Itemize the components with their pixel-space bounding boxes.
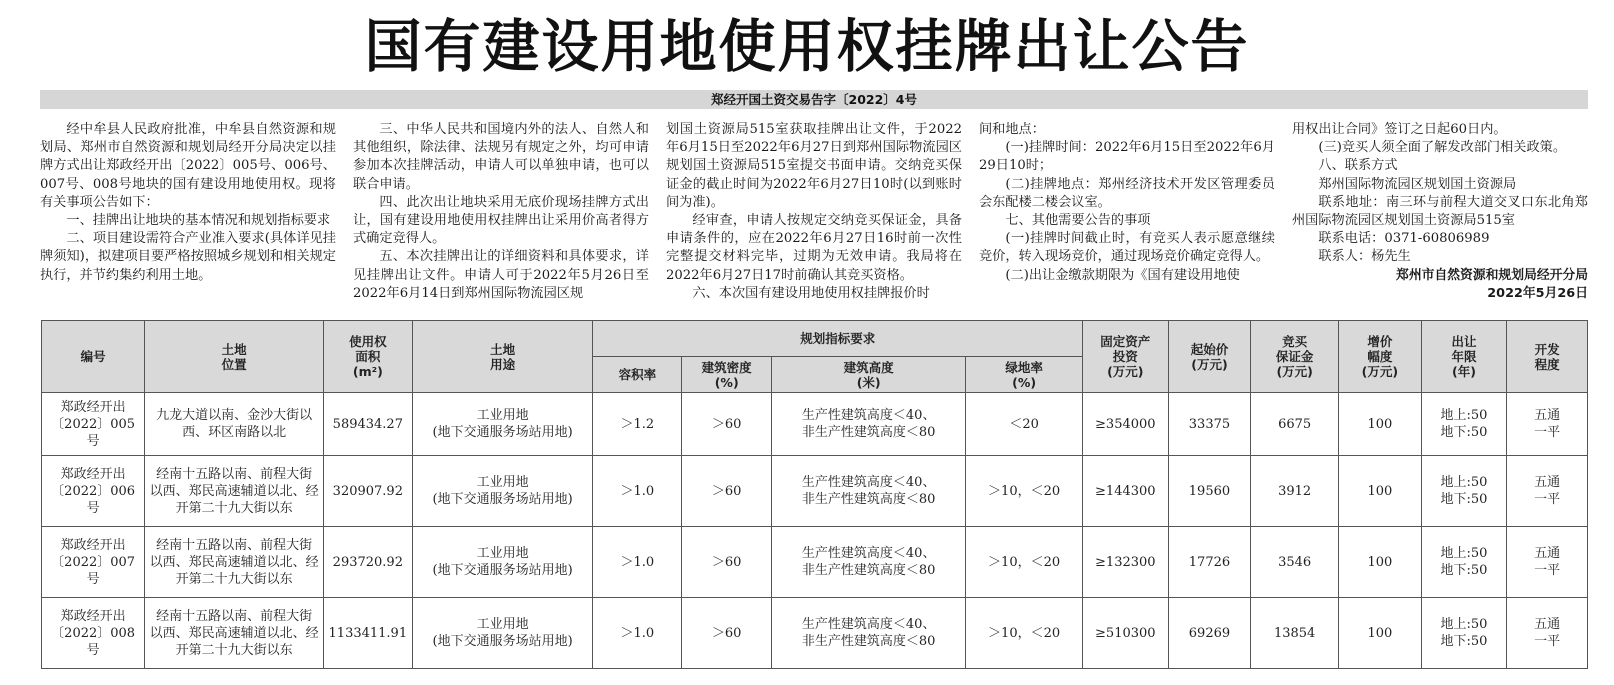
header-far: 容积率 xyxy=(593,357,682,393)
cell-dev: 五通 一平 xyxy=(1507,456,1588,527)
header-green: 绿地率 (%) xyxy=(966,357,1083,393)
announcement-body xyxy=(40,121,1588,311)
paragraph: 联系电话：0371-60806989 xyxy=(1318,231,1490,247)
paragraph: (二)出让金缴款期限为《国有建设用地使 xyxy=(1005,267,1240,283)
land-parcel-table-wrapper xyxy=(41,320,1588,669)
header-invest: 固定资产 投资 (万元) xyxy=(1082,321,1168,393)
header-no: 编号 xyxy=(42,321,145,393)
header-planning: 规划指标要求 xyxy=(593,321,1083,357)
header-increment: 增价 幅度 (万元) xyxy=(1339,321,1422,393)
paragraph: 一、挂牌出让地块的基本情况和规划指标要求 xyxy=(66,213,331,229)
cell-far: ＞1.0 xyxy=(593,598,682,669)
paragraph: 郑州国际物流园区规划国土资源局 xyxy=(1318,176,1517,192)
cell-use: 工业用地 (地下交通服务场站用地) xyxy=(412,598,593,669)
body-column-1 xyxy=(40,121,336,311)
cell-increment: 100 xyxy=(1339,393,1422,456)
paragraph: 划国土资源局515室获取挂牌出让文件，于2022年6月15日至2022年6月27日到郑州国际物流园区规划国土资源局515室提交书面申请。交纳竞买保证金的截止时间为2022年6月27日10时(以到账时间为准)。 xyxy=(666,122,962,210)
body-column-2 xyxy=(353,121,649,311)
land-parcel-table xyxy=(41,320,1588,669)
cell-height: 生产性建筑高度＜40、 非生产性建筑高度＜80 xyxy=(772,527,966,598)
paragraph: (三)竞买人须全面了解发改部门相关政策。 xyxy=(1318,140,1567,156)
cell-dev: 五通 一平 xyxy=(1507,598,1588,669)
cell-dev: 五通 一平 xyxy=(1507,527,1588,598)
cell-invest: ≥510300 xyxy=(1082,598,1168,669)
paragraph: 三、中华人民共和国境内外的法人、自然人和其他组织，除法律、法规另有规定之外，均可申请参加本次挂牌活动，申请人可以单独申请，也可以联合申请。 xyxy=(353,122,649,192)
document-number: 郑经开国土资交易告字〔2022〕4号 xyxy=(40,90,1588,109)
cell-term: 地上:50 地下:50 xyxy=(1421,598,1507,669)
cell-invest: ≥132300 xyxy=(1082,527,1168,598)
cell-far: ＞1.0 xyxy=(593,456,682,527)
header-height: 建筑高度 (米) xyxy=(772,357,966,393)
signature-org: 郑州市自然资源和规划局经开分局 xyxy=(1396,267,1588,283)
body-column-5 xyxy=(1292,121,1588,311)
header-use: 土地 用途 xyxy=(412,321,593,393)
cell-location: 经南十五路以南、前程大街 以西、郑民高速辅道以北、经 开第二十九大街以东 xyxy=(145,527,324,598)
paragraph: 七、其他需要公告的事项 xyxy=(1005,213,1151,229)
cell-green: ＞10，＜20 xyxy=(966,456,1083,527)
cell-term: 地上:50 地下:50 xyxy=(1421,393,1507,456)
cell-deposit: 13854 xyxy=(1251,598,1339,669)
body-column-3 xyxy=(666,121,962,311)
header-density: 建筑密度 (%) xyxy=(682,357,772,393)
cell-height: 生产性建筑高度＜40、 非生产性建筑高度＜80 xyxy=(772,456,966,527)
cell-far: ＞1.0 xyxy=(593,527,682,598)
cell-density: ＞60 xyxy=(682,393,772,456)
paragraph: (一)挂牌时间：2022年6月15日至2022年6月29日10时； xyxy=(979,140,1275,174)
paragraph: 经审查，申请人按规定交纳竞买保证金，具备申请条件的，应在2022年6月27日16时前一次性完整提交材料完毕，过期为无效申请。我局将在2022年6月27日17时前确认其竞买资格。 xyxy=(666,213,962,283)
header-location: 土地 位置 xyxy=(145,321,324,393)
cell-term: 地上:50 地下:50 xyxy=(1421,456,1507,527)
table-row xyxy=(42,393,1588,456)
cell-start-price: 17726 xyxy=(1168,527,1251,598)
cell-deposit: 6675 xyxy=(1251,393,1339,456)
cell-term: 地上:50 地下:50 xyxy=(1421,527,1507,598)
cell-increment: 100 xyxy=(1339,527,1422,598)
cell-invest: ≥144300 xyxy=(1082,456,1168,527)
paragraph: 经中牟县人民政府批准，中牟县自然资源和规划局、郑州市自然资源和规划局经开分局决定以挂牌方式出让郑政经开出〔2022〕005号、006号、007号、008号地块的国有建设用地使用权。现将有关事项公告如下： xyxy=(40,122,336,210)
paragraph: 六、本次国有建设用地使用权挂牌报价时 xyxy=(692,285,930,301)
table-row xyxy=(42,527,1588,598)
cell-green: ＜20 xyxy=(966,393,1083,456)
table-row xyxy=(42,598,1588,669)
paragraph: 五、本次挂牌出让的详细资料和具体要求，详见挂牌出让文件。申请人可于2022年5月26日至2022年6月14日到郑州国际物流园区规 xyxy=(353,249,649,301)
paragraph: 四、此次出让地块采用无底价现场挂牌方式出让，国有建设用地使用权挂牌出让采用价高者得方式确定竞得人。 xyxy=(353,194,649,247)
cell-no: 郑政经开出 〔2022〕006号 xyxy=(42,456,145,527)
cell-height: 生产性建筑高度＜40、 非生产性建筑高度＜80 xyxy=(772,598,966,669)
cell-location: 经南十五路以南、前程大街 以西、郑民高速辅道以北、经 开第二十九大街以东 xyxy=(145,598,324,669)
cell-increment: 100 xyxy=(1339,456,1422,527)
cell-area: 320907.92 xyxy=(323,456,412,527)
cell-no: 郑政经开出 〔2022〕005号 xyxy=(42,393,145,456)
header-dev: 开发 程度 xyxy=(1507,321,1588,393)
paragraph: 联系地址：南三环与前程大道交叉口东北角郑州国际物流园区规划国土资源局515室 xyxy=(1292,194,1588,229)
cell-start-price: 19560 xyxy=(1168,456,1251,527)
header-term: 出让 年限 (年) xyxy=(1421,321,1507,393)
cell-dev: 五通 一平 xyxy=(1507,393,1588,456)
cell-location: 九龙大道以南、金沙大街以 西、环区南路以北 xyxy=(145,393,324,456)
table-row xyxy=(42,456,1588,527)
cell-deposit: 3546 xyxy=(1251,527,1339,598)
cell-use: 工业用地 (地下交通服务场站用地) xyxy=(412,527,593,598)
cell-start-price: 33375 xyxy=(1168,393,1251,456)
cell-height: 生产性建筑高度＜40、 非生产性建筑高度＜80 xyxy=(772,393,966,456)
paragraph: 联系人：杨先生 xyxy=(1318,249,1411,265)
header-start-price: 起始价 (万元) xyxy=(1168,321,1251,393)
cell-use: 工业用地 (地下交通服务场站用地) xyxy=(412,456,593,527)
paragraph: (二)挂牌地点：郑州经济技术开发区管理委员会东配楼二楼会议室。 xyxy=(979,176,1275,210)
cell-start-price: 69269 xyxy=(1168,598,1251,669)
cell-far: ＞1.2 xyxy=(593,393,682,456)
cell-location: 经南十五路以南、前程大街 以西、郑民高速辅道以北、经 开第二十九大街以东 xyxy=(145,456,324,527)
cell-density: ＞60 xyxy=(682,456,772,527)
page-title: 国有建设用地使用权挂牌出让公告 xyxy=(364,14,1250,80)
body-column-4 xyxy=(979,121,1275,311)
cell-increment: 100 xyxy=(1339,598,1422,669)
cell-density: ＞60 xyxy=(682,527,772,598)
paragraph: 间和地点： xyxy=(979,122,1045,137)
cell-use: 工业用地 (地下交通服务场站用地) xyxy=(412,393,593,456)
header-deposit: 竞买 保证金 (万元) xyxy=(1251,321,1339,393)
paragraph: 用权出让合同》签订之日起60日内。 xyxy=(1292,122,1507,137)
cell-invest: ≥354000 xyxy=(1082,393,1168,456)
cell-area: 1133411.91 xyxy=(323,598,412,669)
paragraph: 八、联系方式 xyxy=(1318,158,1398,174)
paragraph: (一)挂牌时间截止时，有竞买人表示愿意继续竞价，转入现场竞价，通过现场竞价确定竞得人。 xyxy=(979,231,1275,265)
cell-no: 郑政经开出 〔2022〕008号 xyxy=(42,598,145,669)
paragraph: 二、项目建设需符合产业准入要求(具体详见挂牌须知)，拟建项目要严格按照城乡规划和相关规定执行，并节约集约利用土地。 xyxy=(40,231,336,283)
signature-date: 2022年5月26日 xyxy=(1487,285,1588,301)
cell-area: 589434.27 xyxy=(323,393,412,456)
cell-green: ＞10，＜20 xyxy=(966,598,1083,669)
cell-area: 293720.92 xyxy=(323,527,412,598)
cell-green: ＞10，＜20 xyxy=(966,527,1083,598)
cell-deposit: 3912 xyxy=(1251,456,1339,527)
header-area: 使用权 面积 (m²) xyxy=(323,321,412,393)
cell-density: ＞60 xyxy=(682,598,772,669)
cell-no: 郑政经开出 〔2022〕007号 xyxy=(42,527,145,598)
